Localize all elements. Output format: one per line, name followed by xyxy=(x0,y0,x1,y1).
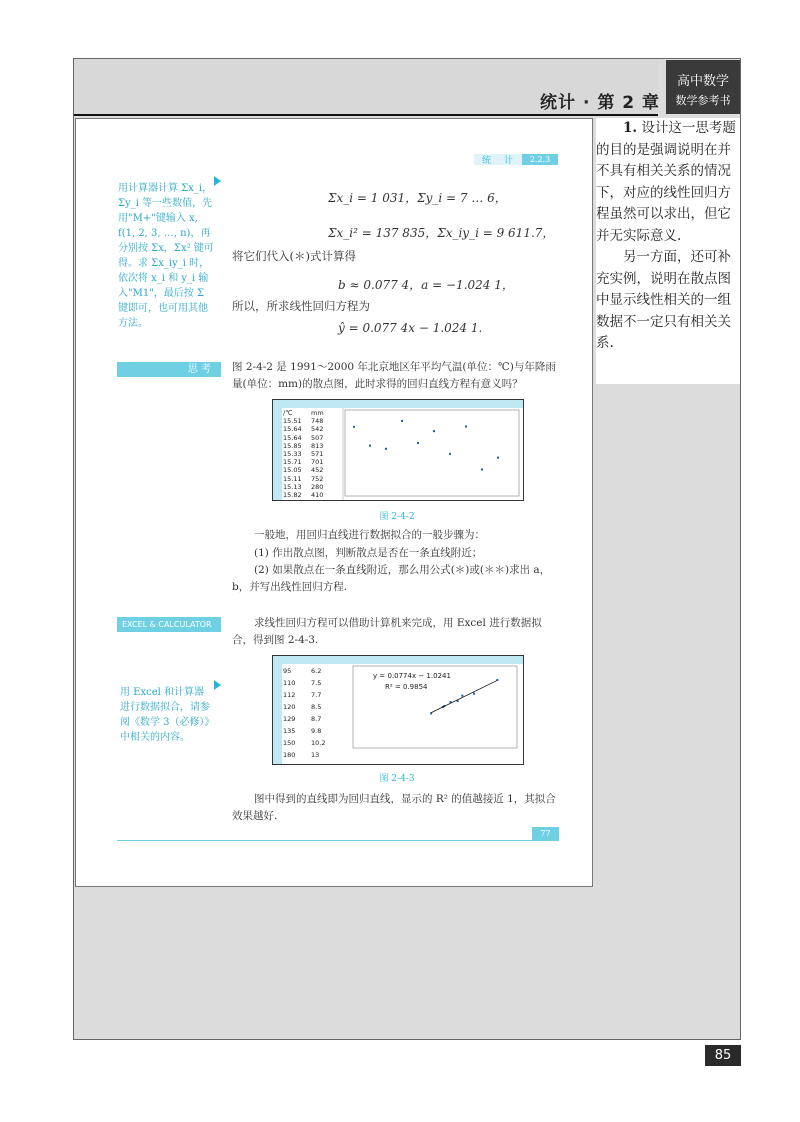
cell-b: 10.2 xyxy=(311,739,326,747)
excel-text: 求线性回归方程可以借助计算机来完成，用 Excel 进行数据拟合，得到图 2-4-3. xyxy=(232,617,542,646)
think-bar xyxy=(117,362,221,377)
cell-b: 813 xyxy=(311,441,324,450)
header-rule xyxy=(74,114,658,116)
sheet1-cells xyxy=(283,409,324,499)
cell-b: 507 xyxy=(311,433,324,442)
teacher-note-2: 另一方面，还可补充实例，说明在散点图中显示线性相关的一组数据不一定只有相关关系. xyxy=(596,249,731,351)
cell-b: 7.7 xyxy=(311,691,322,699)
r-squared-label: R² = 0.9854 xyxy=(385,683,428,691)
sheet-row-4 xyxy=(283,701,325,713)
cell-b: 9.8 xyxy=(311,727,322,735)
cell-b: mm xyxy=(311,409,324,417)
teacher-note-1-text: 设计这一思考题的目的是强调说明在并不具有相关关系的情况下，对应的线性回归方程虽然可以求出，但它并无实际意义. xyxy=(596,120,736,244)
chapter-title: 统计 · 第 2 章 xyxy=(540,93,660,113)
sheet-row-8 xyxy=(283,475,324,483)
cell-a: 135 xyxy=(283,727,296,735)
side-note-excel: 用 Excel 和计算器进行数据拟合，请参阅《数学 3（必修）》中相关的内容。 xyxy=(120,687,210,743)
cell-b: 8.7 xyxy=(311,715,322,723)
cell-a: 15.82 xyxy=(283,491,302,500)
cell-a: 15.64 xyxy=(283,425,302,434)
figure-caption-1: 图 2-4-2 xyxy=(379,512,415,522)
cell-a: 95 xyxy=(283,667,292,675)
scatter-point xyxy=(497,457,499,459)
scatter-point xyxy=(385,448,387,450)
cell-a: 15.33 xyxy=(283,450,302,459)
formula-sums: Σx_i = 1 031，Σy_i = 7 … 6， xyxy=(328,191,507,205)
sheet-row-1 xyxy=(283,417,324,425)
cell-b: 542 xyxy=(311,425,324,434)
step-1: (1) 作出散点图，判断散点是否在一条直线附近； xyxy=(254,547,483,559)
row-header-col-2 xyxy=(273,656,282,764)
sheet-row-4 xyxy=(283,442,324,450)
cell-b: 452 xyxy=(311,466,324,475)
textbook-page xyxy=(75,118,593,887)
cell-a: 180 xyxy=(283,751,296,759)
spreadsheet-figure-2 xyxy=(272,655,524,765)
formula-coefficients: b ≈ 0.077 4，a = −1.024 1， xyxy=(338,278,514,292)
col-header-row-2 xyxy=(273,656,523,664)
section-tag-mid: 计 xyxy=(504,156,514,166)
cell-a: 15.51 xyxy=(283,417,302,426)
scatter-point xyxy=(369,445,371,447)
note-number: 1. xyxy=(623,120,638,136)
sheet-header xyxy=(283,409,324,417)
page-number: 85 xyxy=(705,1045,741,1066)
excel-calculator-label: EXCEL & CALCULATOR xyxy=(122,620,212,629)
sheet-row-5 xyxy=(283,450,324,458)
result-text: 所以，所求线性回归方程为 xyxy=(232,299,370,313)
side-note-calculator: 用计算器计算 Σx_i，Σy_i 等一些数值，先用"M+"键输入 x, f(1, 2, 3, …, n)，再分别按 Σx，Σx² 键可得。求 Σx_iy_i 时，依次将 x_i 和 y_i 输入"M1"，最后按 Σ 键即可，也可用其他方法。 xyxy=(118,183,214,329)
side-arrow-2 xyxy=(214,680,221,690)
cell-a: 15.71 xyxy=(283,458,302,467)
formula-squares: Σx_i² = 137 835，Σx_iy_i = 9 611.7， xyxy=(328,226,555,240)
plot-area-1 xyxy=(345,410,519,496)
scatter-point xyxy=(465,425,467,427)
cell-a: 15.13 xyxy=(283,482,302,491)
side-arrow-1 xyxy=(214,176,221,186)
cell-b: 748 xyxy=(311,417,324,426)
sheet-row-8 xyxy=(283,749,325,761)
section-tag-left: 统 xyxy=(482,156,492,166)
cell-a: 112 xyxy=(283,691,296,699)
think-text: 图 2-4-2 是 1991～2000 年北京地区年平均气温(单位：℃)与年降雨量(单位：mm)的散点图，此时求得的回归直线方程有意义吗？ xyxy=(232,361,556,390)
scatter-point xyxy=(433,430,435,432)
cell-b: 752 xyxy=(311,474,324,483)
sheet-row-7 xyxy=(283,466,324,474)
cell-a: 15.64 xyxy=(283,433,302,442)
cell-a: 120 xyxy=(283,703,296,711)
scatter-point xyxy=(481,468,483,470)
cell-a: /℃ xyxy=(283,409,293,417)
teacher-note-1 xyxy=(596,118,740,247)
cell-b: 6.2 xyxy=(311,667,322,675)
cell-b: 7.5 xyxy=(311,679,322,687)
cell-b: 13 xyxy=(311,751,320,759)
sheet-row-3 xyxy=(283,434,324,442)
scatter-point xyxy=(353,426,355,428)
cell-b: 701 xyxy=(311,458,324,467)
sheet2-cells xyxy=(283,665,325,761)
cell-a: 15.85 xyxy=(283,441,302,450)
spreadsheet-figure-1 xyxy=(272,399,524,501)
sheet-row-9 xyxy=(283,483,324,491)
conclusion-text: 图中得到的直线即为回归直线，显示的 R² 的值越接近 1，其拟合效果越好. xyxy=(232,793,556,822)
sheet-row-3 xyxy=(283,689,325,701)
sheet-row-2 xyxy=(283,425,324,433)
section-tag xyxy=(474,154,558,165)
cell-b: 571 xyxy=(311,450,324,459)
sheet-row-2 xyxy=(283,677,325,689)
cell-a: 15.11 xyxy=(283,474,302,483)
figure-caption-2: 图 2-4-3 xyxy=(379,774,415,784)
col-header-row xyxy=(273,400,523,408)
row-header-col xyxy=(273,400,282,500)
textbook-page-number: 77 xyxy=(532,827,559,840)
teacher-notes xyxy=(596,118,740,384)
sheet-row-1 xyxy=(283,665,325,677)
sheet-row-5 xyxy=(283,713,325,725)
scatter-point xyxy=(449,453,451,455)
regression-point xyxy=(473,693,475,695)
series-title: 高中数学 xyxy=(676,74,729,89)
section-tag-right: 2.2.3 xyxy=(522,154,558,165)
cell-a: 15.05 xyxy=(283,466,302,475)
excel-calculator-bar xyxy=(117,617,221,632)
series-badge xyxy=(666,60,740,114)
scatter-point xyxy=(401,420,403,422)
formula-regression: ŷ = 0.077 4x − 1.024 1. xyxy=(338,321,483,335)
substitute-text: 将它们代入(＊)式计算得 xyxy=(232,249,356,263)
step-2: (2) 如果散点在一条直线附近，那么用公式(＊)或(＊＊)求出 a，b，并写出线性回归方程. xyxy=(232,564,551,593)
regression-equation: y = 0.0774x − 1.0241 xyxy=(373,672,451,680)
think-label: 思 考 xyxy=(187,364,211,375)
sheet-row-6 xyxy=(283,458,324,466)
cell-b: 410 xyxy=(311,491,324,500)
cell-b: 8.5 xyxy=(311,703,322,711)
cell-a: 150 xyxy=(283,739,296,747)
sheet-row-6 xyxy=(283,725,325,737)
cell-b: 280 xyxy=(311,482,324,491)
sheet-row-7 xyxy=(283,737,325,749)
steps-intro: 一般地，用回归直线进行数据拟合的一般步骤为： xyxy=(254,529,485,541)
bottom-rule xyxy=(117,840,559,841)
regression-point xyxy=(461,695,463,697)
series-subtitle: 数学参考书 xyxy=(675,94,731,107)
sheet-row-10 xyxy=(283,491,324,499)
scatter-point xyxy=(417,442,419,444)
cell-a: 110 xyxy=(283,679,296,687)
cell-a: 129 xyxy=(283,715,296,723)
